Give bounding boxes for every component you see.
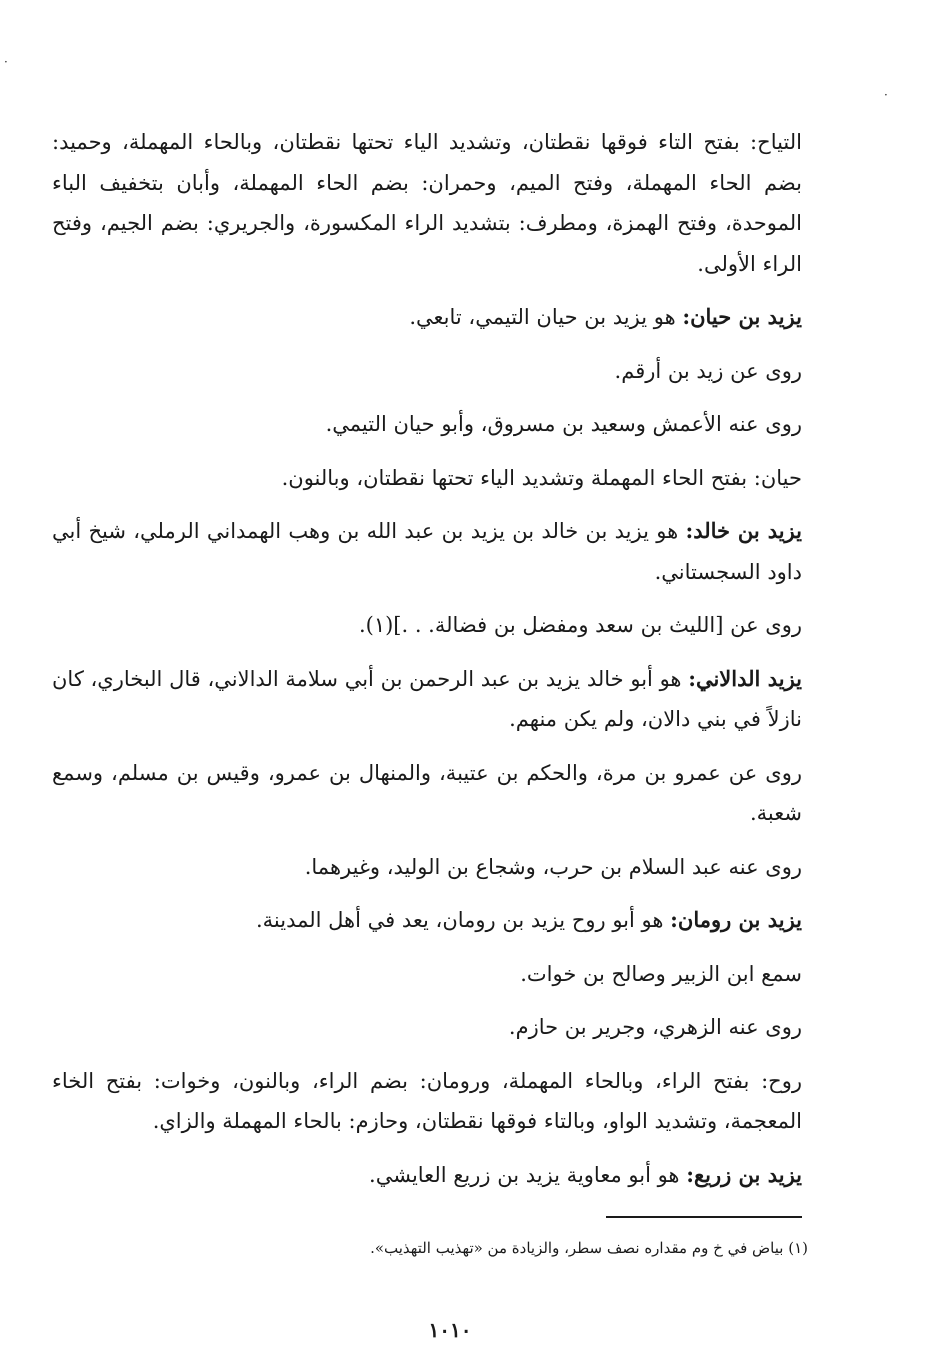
- paragraph: [52, 1155, 802, 1196]
- main-text-body: [52, 122, 802, 1208]
- paragraph-text: روى عنه الزهري، وجرير بن حازم.: [508, 1015, 802, 1039]
- footnote: (١) بياض في خ وم مقداره نصف سطر، والزيادة من «تهذيب التهذيب».: [370, 1239, 808, 1257]
- scan-artifact-mark: ·: [884, 88, 888, 102]
- paragraph: [52, 458, 802, 499]
- paragraph: [52, 351, 802, 392]
- paragraph-text: روى عن عمرو بن مرة، والحكم بن عتيبة، والمنهال بن عمرو، وقيس بن مسلم، وسمع شعبة.: [52, 760, 802, 825]
- paragraph: [52, 954, 802, 995]
- paragraph: [52, 297, 802, 338]
- paragraph-text: هو أبو روح يزيد بن رومان، يعد في أهل المدينة.: [255, 908, 671, 932]
- entry-heading: يزيد بن زريع:: [686, 1161, 802, 1187]
- paragraph-text: روى عنه الأعمش وسعيد بن مسروق، وأبو حيان التيمي.: [325, 412, 802, 436]
- paragraph-text: حيان: بفتح الحاء المهملة وتشديد الياء تحتها نقطتان، وبالنون.: [281, 465, 802, 490]
- paragraph: [52, 1061, 802, 1142]
- paragraph: [52, 404, 802, 445]
- paragraph-text: روح: بفتح الراء، وبالحاء المهملة، ورومان: بضم الراء، وبالنون، وخوات: بفتح الخاء المعجمة، وتشديد الواو، وبالتاء فوقها نقطتان، وحازم: بالحاء المهملة والزاي.: [52, 1068, 802, 1133]
- paragraph: [52, 122, 802, 284]
- paragraph: [52, 753, 802, 834]
- page-number: ١٠١٠: [428, 1318, 472, 1342]
- paragraph-text: هو يزيد بن حيان التيمي، تابعي.: [409, 305, 683, 329]
- entry-heading: يزيد الدالاني:: [688, 665, 803, 691]
- paragraph-text: روى عن [الليث بن سعد ومفضل بن فضالة. . .](١).: [358, 613, 802, 637]
- paragraph: [52, 659, 802, 740]
- entry-heading: يزيد بن رومان:: [670, 907, 802, 932]
- paragraph: [52, 511, 802, 592]
- entry-heading: يزيد بن حيان:: [682, 304, 802, 329]
- paragraph: [52, 847, 802, 888]
- scan-artifact-mark: ·: [4, 55, 8, 69]
- paragraph-text: هو أبو خالد يزيد بن عبد الرحمن بن أبي سلامة الدالاني، قال البخاري، كان نازلاً في بني دالان، ولم يكن منهم.: [52, 666, 802, 731]
- paragraph: [52, 605, 802, 646]
- paragraph-text: روى عنه عبد السلام بن حرب، وشجاع بن الوليد، وغيرهما.: [304, 854, 802, 879]
- paragraph-text: هو يزيد بن خالد بن يزيد بن عبد الله بن وهب الهمداني الرملي، شيخ أبي داود السجستاني.: [52, 519, 802, 584]
- footnote-divider: [606, 1216, 802, 1218]
- paragraph: [52, 900, 802, 941]
- paragraph: [52, 1007, 802, 1048]
- paragraph-text: سمع ابن الزبير وصالح بن خوات.: [520, 961, 802, 986]
- paragraph-text: التياح: بفتح التاء فوقها نقطتان، وتشديد الياء تحتها نقطتان، وبالحاء المهملة، وحميد: بضم الحاء المهملة، وفتح الميم، وحمران: بضم الحاء المهملة، وأبان بتخفيف الباء الموحدة، وفتح الهمزة، ومطرف: بتشديد الراء المكسورة، والجريري: بضم الجيم، وفتح الراء الأولى.: [52, 130, 802, 276]
- paragraph-text: هو أبو معاوية يزيد بن زريع العايشي.: [369, 1162, 687, 1187]
- paragraph-text: روى عن زيد بن أرقم.: [614, 358, 802, 383]
- entry-heading: يزيد بن خالد:: [685, 518, 802, 543]
